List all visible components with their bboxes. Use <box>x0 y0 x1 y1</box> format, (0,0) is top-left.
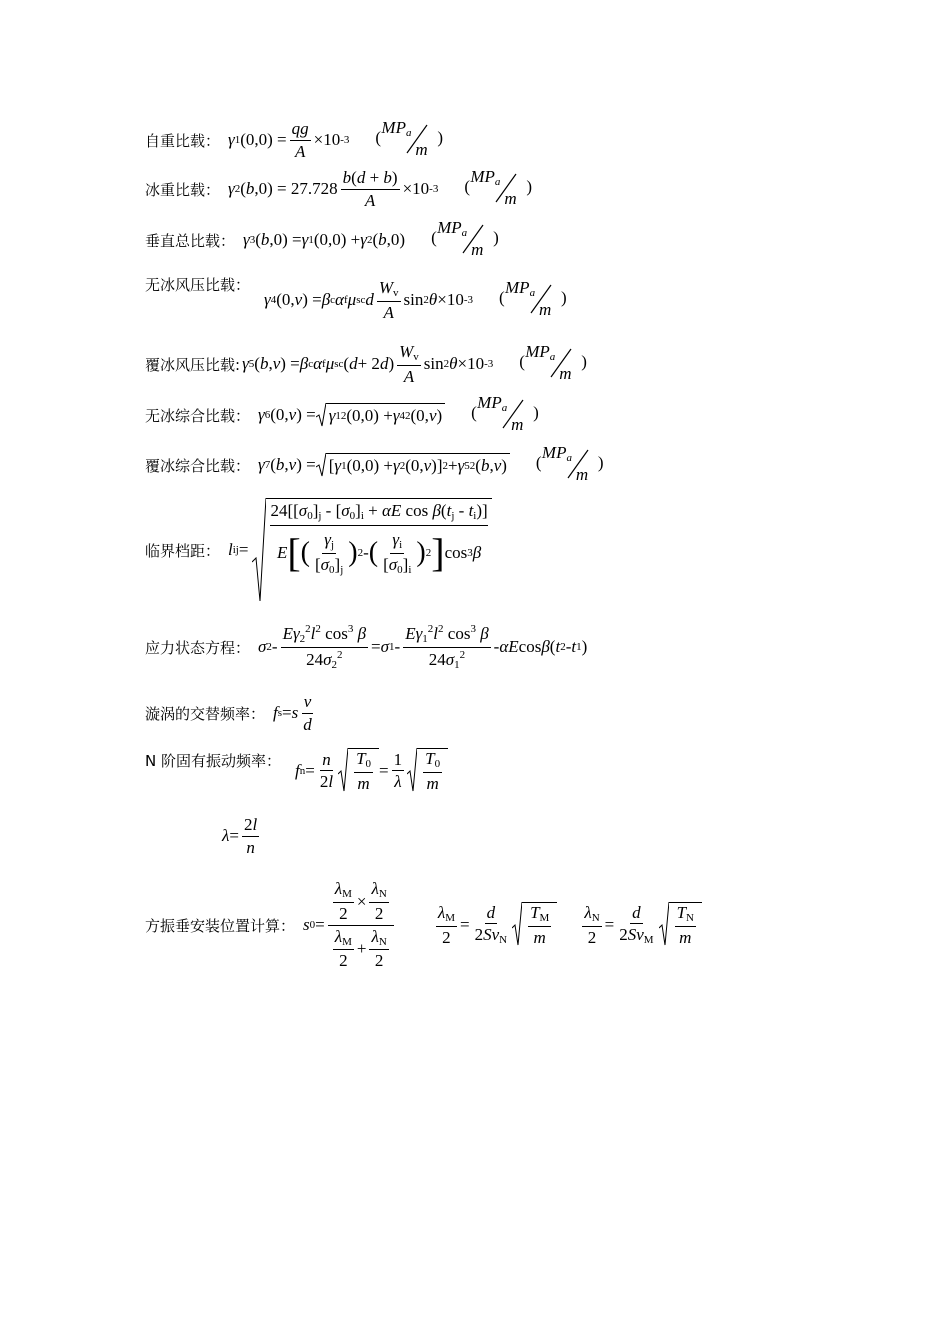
label-self-weight: 自重比载： <box>145 131 221 150</box>
label-damper-position: 方振垂安装位置计算： <box>145 916 296 935</box>
math-gamma1: γ 1 (0,0) = $\frac{qg}{A}$ ×10 -3 <box>228 118 350 161</box>
math-s0: s 0 = $\frac{\lambda_M}{2}$ × $\frac{\lambda_N}{2}$ $\frac{\lambda_M}{2}$ + $\frac{\lambda_N}{2}$ $\frac{\lambda_M}{2}$ = $\frac{d}{2Sv_N}$ $\frac{T_M}{m}$ $\frac{\lambda_N}{2}$ = $\frac{d}{2Sv_M}$ $\frac{T_N}{m}$ <box>303 879 702 970</box>
unit-mpa-per-m: ( $MP_a$ m ) <box>375 118 444 159</box>
formula-state-equation <box>145 623 587 671</box>
math-gamma3: γ 3 ( b ,0) = γ 1 (0,0) + γ 2 ( b ,0) <box>243 230 406 249</box>
formula-ice-wind <box>145 342 587 386</box>
formula-self-weight <box>145 118 443 162</box>
math-gamma5: γ 5 ( b , v ) = β c α f μ sc ( d + 2 d ) $\frac{W_v}{A}$ sin 2 θ ×10 -3 <box>242 342 494 386</box>
math-state-equation: σ 2 - $\frac{E\gamma_2^2l^2 \cos^3 \beta}{24\sigma_2^2}$ = σ 1 - $\frac{E\gamma_1^2l^2 \cos^3 \beta}{24\sigma_1^2}$ - αE cos β ( t 2 - t 1 ) <box>258 623 588 671</box>
formula-ice-composite <box>145 443 604 487</box>
math-gamma7: γ 7 ( b , v ) = [ γ 1 (0,0) + γ 2 (0, v )] 2 + γ 5 2 ( b , v ) <box>258 453 510 477</box>
label-ice-composite: 覆冰综合比载： <box>145 456 251 475</box>
formula-natural-frequency <box>145 748 448 793</box>
unit-mpa-per-m: ( $MP_a$ m ) <box>471 393 539 434</box>
formula-vortex-frequency <box>145 692 317 734</box>
math-fs: f s = s $\frac{v}{d}$ <box>273 692 312 734</box>
label-ice-wind: 覆冰风压比载: <box>145 355 241 374</box>
label-vertical-total: 垂直总比载： <box>145 231 236 250</box>
label-natural-frequency: N 阶固有振动频率： <box>145 752 281 770</box>
math-gamma6: γ 6 (0, v ) = γ 1 2 (0,0) + γ 4 2 (0, v ) <box>258 403 445 427</box>
label-no-ice-wind: 无冰风压比载： <box>145 276 251 294</box>
unit-mpa-per-m: ( $MP_a$ m ) <box>499 278 567 320</box>
label-state-equation: 应力状态方程： <box>145 638 251 657</box>
label-ice-weight: 冰重比载： <box>145 180 221 199</box>
formula-damper-position <box>145 875 702 975</box>
label-critical-span: 临界档距： <box>145 541 221 560</box>
math-lambda: λ = $\frac{2l}{n}$ <box>222 815 258 857</box>
label-vortex-frequency: 漩涡的交替频率： <box>145 704 266 723</box>
math-gamma4: γ 4 (0, v ) = β c α f μ sc d $\frac{W_v}{A}$ sin 2 θ ×10 -3 <box>264 278 474 322</box>
math-fn: f n = $\frac{n}{2l}$ $\frac{T_0}{m}$ = $\frac{1}{\lambda}$ $\frac{T_0}{m}$ <box>295 748 448 793</box>
math-lij: l ij = $24[[\sigma_0]_j - [\sigma_0]_i + \alpha E$ $\cos \beta(t_j - t_i)$] E [ ( $\frac{\gamma_j}{[\sigma_0]_j}$ ) 2 - ( $\frac{\gamma_i}{[\sigma_0]_i}$ ) 2 ] cos 3 β <box>228 498 492 602</box>
label-no-ice-composite: 无冰综合比载： <box>145 406 251 425</box>
unit-mpa-per-m: ( $MP_a$ m ) <box>535 443 604 484</box>
math-gamma2: γ 2 ( b ,0) = 27.728 $\frac{b(d + b)}{A}$ ×10 -3 <box>228 167 439 210</box>
unit-mpa-per-m: ( $MP_a$ m ) <box>431 218 499 259</box>
unit-mpa-per-m: ( $MP_a$ m ) <box>519 342 587 384</box>
formula-lambda <box>222 815 262 857</box>
unit-mpa-per-m: ( $MP_a$ m ) <box>464 167 533 208</box>
formula-ice-weight <box>145 167 532 211</box>
formula-no-ice-wind <box>145 278 567 322</box>
formula-vertical-total <box>145 218 499 262</box>
formula-critical-span <box>145 497 492 603</box>
formula-no-ice-composite <box>145 393 539 437</box>
